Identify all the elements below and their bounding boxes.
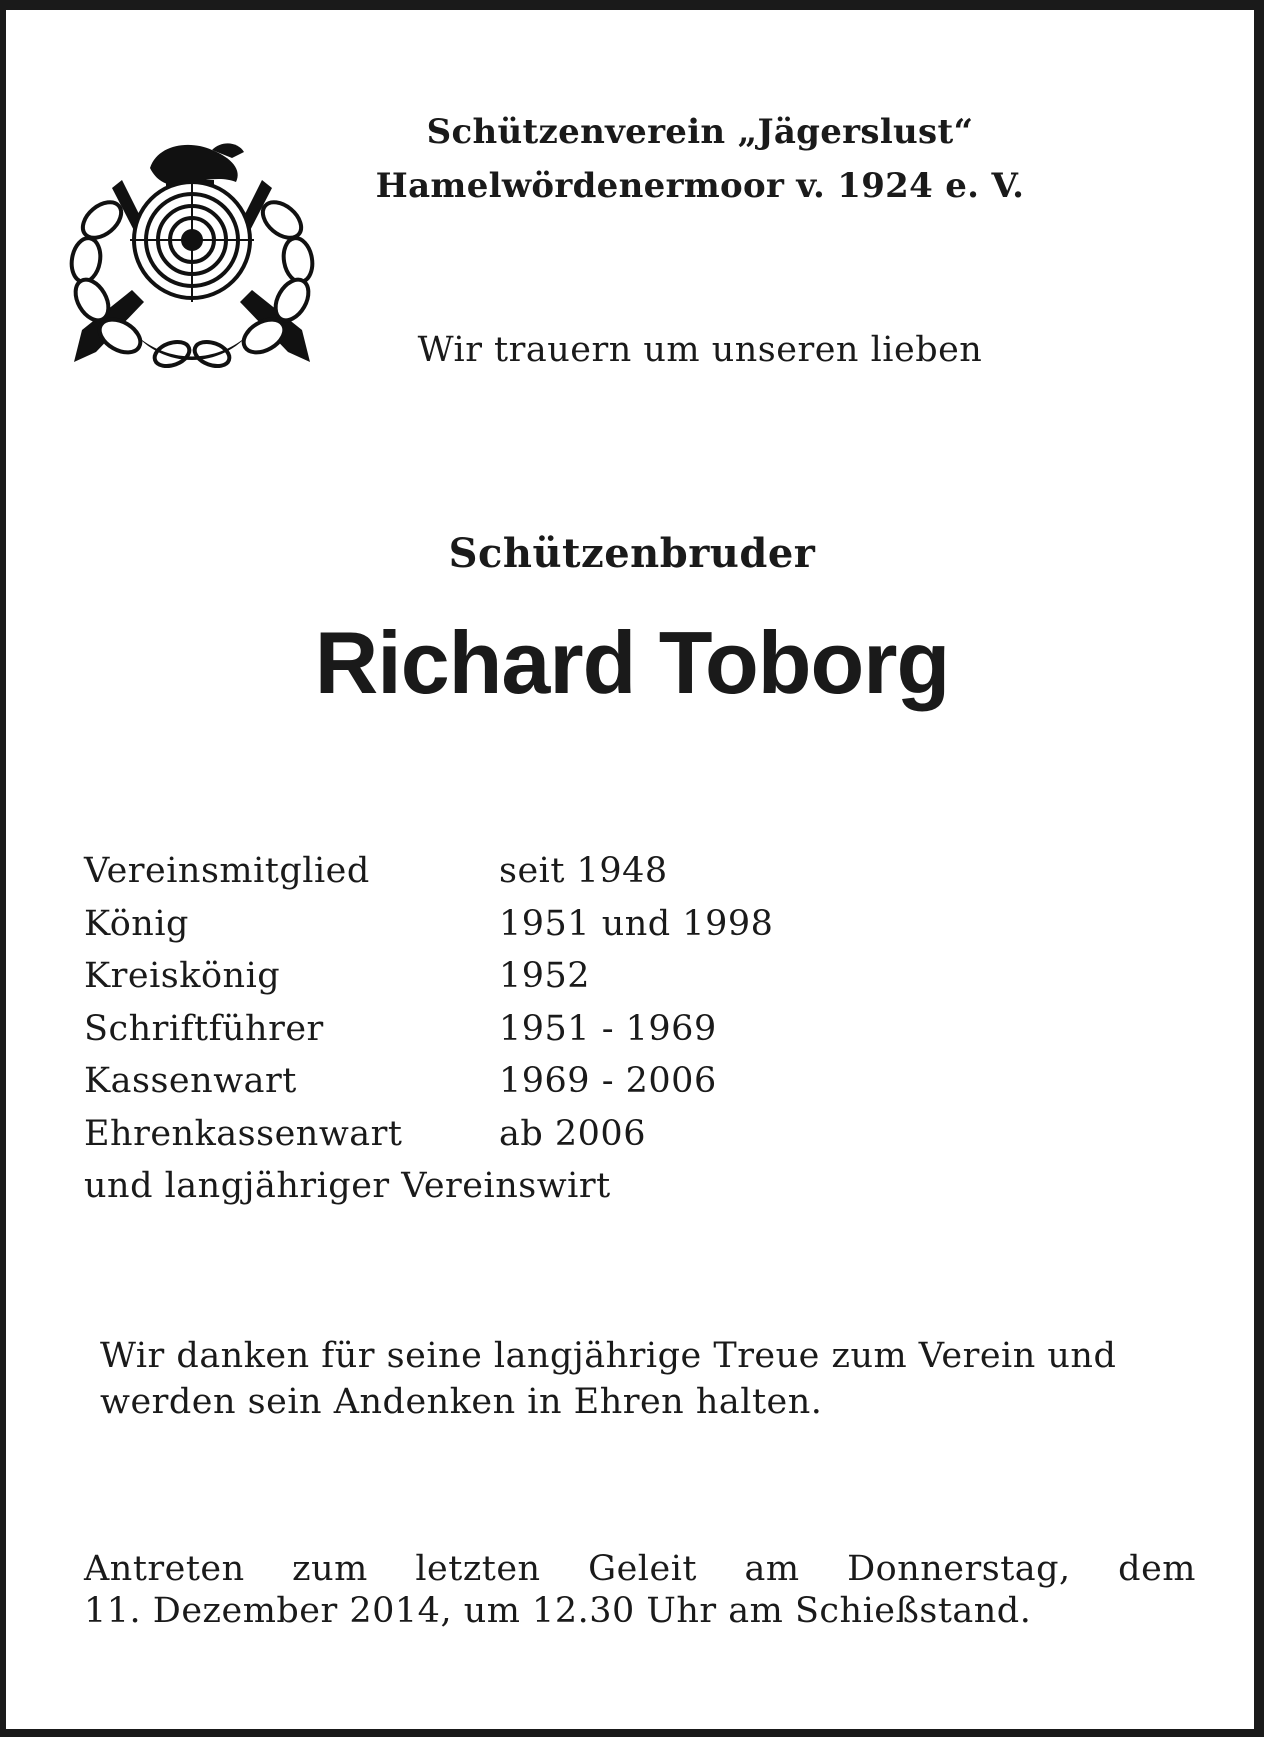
role-value: ab 2006	[499, 1113, 646, 1154]
thanks-line: Wir danken für seine langjährige Treue zum Verein und	[100, 1336, 1117, 1376]
roles-footer: und langjähriger Vereinswirt	[84, 1166, 611, 1206]
club-header	[330, 105, 1070, 213]
funeral-notice	[84, 1548, 1196, 1632]
role-row	[84, 1108, 984, 1161]
funeral-line: Antreten zum letzten Geleit am Donnerstag, dem	[84, 1549, 1196, 1589]
role-value: seit 1948	[499, 851, 668, 891]
thanks-paragraph	[100, 1333, 1200, 1425]
role-label: Schriftführer	[84, 1008, 324, 1049]
thanks-line: werden sein Andenken in Ehren halten.	[100, 1382, 823, 1422]
role-value: 1969 - 2006	[499, 1061, 717, 1101]
club-location: Hamelwördenermoor v. 1924 e. V.	[375, 166, 1025, 206]
role-label: Vereinsmitglied	[84, 851, 370, 891]
role-label: Kassenwart	[84, 1061, 297, 1101]
role-label: Ehrenkassenwart	[84, 1113, 403, 1154]
deceased-title: Schützenbruder	[448, 530, 816, 577]
role-label: König	[84, 903, 189, 944]
funeral-line: 11. Dezember 2014, um 12.30 Uhr am Schießstand.	[84, 1591, 1032, 1631]
role-value: 1952	[499, 956, 591, 996]
club-name: Schützenverein „Jägerslust“	[426, 112, 974, 152]
role-value: 1951 und 1998	[499, 903, 774, 944]
mourning-intro: Wir trauern um unseren lieben	[417, 330, 983, 370]
role-row	[84, 1003, 984, 1056]
shooting-club-emblem-icon	[62, 140, 322, 390]
role-value: 1951 - 1969	[499, 1008, 717, 1049]
deceased-name: Richard Toborg	[314, 613, 950, 712]
role-label: Kreiskönig	[84, 956, 281, 996]
role-row	[84, 898, 984, 951]
role-row	[84, 845, 984, 898]
role-row	[84, 1055, 984, 1108]
role-row	[84, 950, 984, 1003]
roles-list	[84, 845, 984, 1213]
